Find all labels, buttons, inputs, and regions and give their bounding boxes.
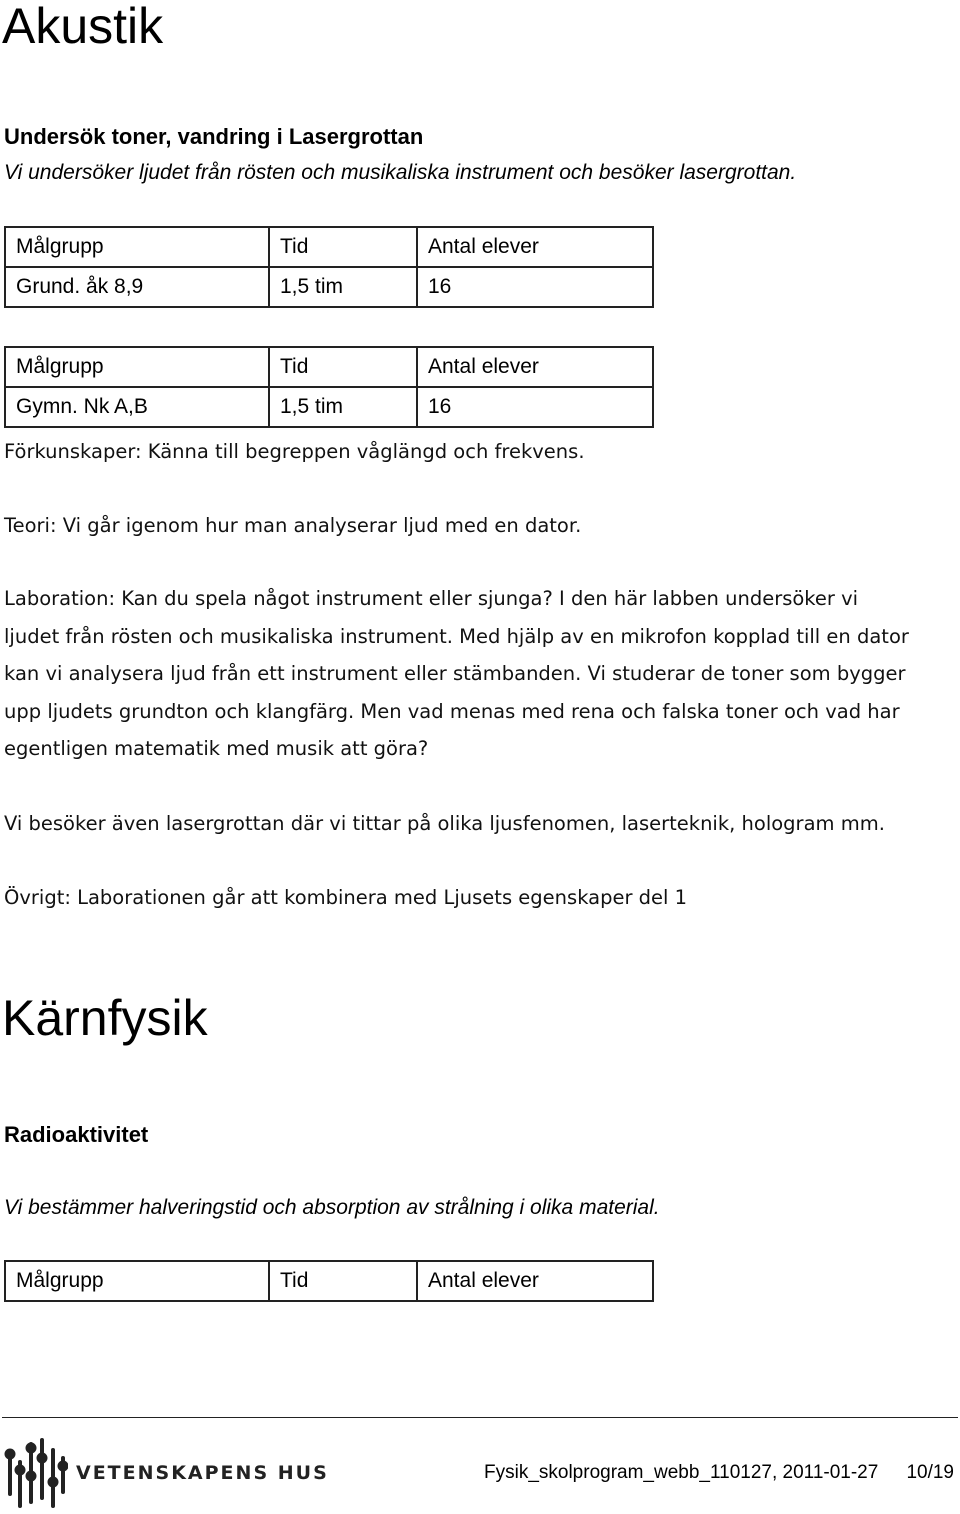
section-subtitle: Undersök toner, vandring i Lasergrottan bbox=[4, 124, 424, 149]
paragraph-line: ljudet från rösten och musikaliska instrument. Med hjälp av en mikrofon kopplad till en dator bbox=[4, 624, 909, 648]
info-table-3 bbox=[4, 1260, 654, 1302]
prerequisites-text: Förkunskaper: Känna till begreppen våglängd och frekvens. bbox=[4, 440, 585, 463]
footer-filename: Fysik_skolprogram_webb_110127, 2011-01-27 bbox=[484, 1462, 879, 1483]
section-subtitle: Radioaktivitet bbox=[4, 1122, 149, 1147]
table-cell: Tid bbox=[269, 227, 417, 267]
table-cell: Tid bbox=[269, 347, 417, 387]
other-text: Övrigt: Laborationen går att kombinera med Ljusets egenskaper del 1 bbox=[4, 886, 688, 909]
footer-divider bbox=[2, 1417, 958, 1418]
table-header-row bbox=[5, 347, 653, 387]
table-cell: Gymn. Nk A,B bbox=[5, 387, 269, 427]
page-number: 10/19 bbox=[906, 1462, 954, 1483]
table-cell: Antal elever bbox=[417, 347, 653, 387]
table-cell: Grund. åk 8,9 bbox=[5, 267, 269, 307]
table-cell: 16 bbox=[417, 267, 653, 307]
laboration-paragraph bbox=[4, 580, 909, 768]
info-table-2 bbox=[4, 346, 654, 428]
table-cell: Antal elever bbox=[417, 227, 653, 267]
table-cell: Antal elever bbox=[417, 1261, 653, 1301]
table-row bbox=[5, 267, 653, 307]
paragraph-line: upp ljudets grundton och klangfärg. Men vad menas med rena och falska toner och vad har bbox=[4, 699, 900, 723]
table-cell: Målgrupp bbox=[5, 227, 269, 267]
visit-text: Vi besöker även lasergrottan där vi tittar på olika ljusfenomen, laserteknik, hologram mm. bbox=[4, 812, 885, 835]
table-header-row bbox=[5, 1261, 653, 1301]
table-cell: 16 bbox=[417, 387, 653, 427]
theory-text: Teori: Vi går igenom hur man analyserar ljud med en dator. bbox=[4, 514, 582, 537]
table-cell: 1,5 tim bbox=[269, 387, 417, 427]
table-header-row bbox=[5, 227, 653, 267]
table-cell: Målgrupp bbox=[5, 347, 269, 387]
section-heading-karnfysik: Kärnfysik bbox=[2, 990, 208, 1046]
section-heading-akustik: Akustik bbox=[2, 0, 164, 54]
info-table-1 bbox=[4, 226, 654, 308]
table-cell: 1,5 tim bbox=[269, 267, 417, 307]
logo-wordmark: VETENSKAPENS HUS bbox=[76, 1462, 329, 1484]
table-cell: Tid bbox=[269, 1261, 417, 1301]
table-cell: Målgrupp bbox=[5, 1261, 269, 1301]
section-intro: Vi undersöker ljudet från rösten och musikaliska instrument och besöker lasergrottan. bbox=[4, 161, 797, 184]
section-intro: Vi bestämmer halveringstid och absorption av strålning i olika material. bbox=[4, 1196, 660, 1219]
paragraph-line: egentligen matematik med musik att göra? bbox=[4, 737, 429, 760]
table-row bbox=[5, 387, 653, 427]
vetenskapens-hus-logo-icon bbox=[4, 1436, 68, 1508]
paragraph-line: Laboration: Kan du spela något instrument eller sjunga? I den här labben undersöker vi bbox=[4, 587, 859, 610]
paragraph-line: kan vi analysera ljud från ett instrument eller stämbanden. Vi studerar de toner som bygger bbox=[4, 662, 906, 685]
